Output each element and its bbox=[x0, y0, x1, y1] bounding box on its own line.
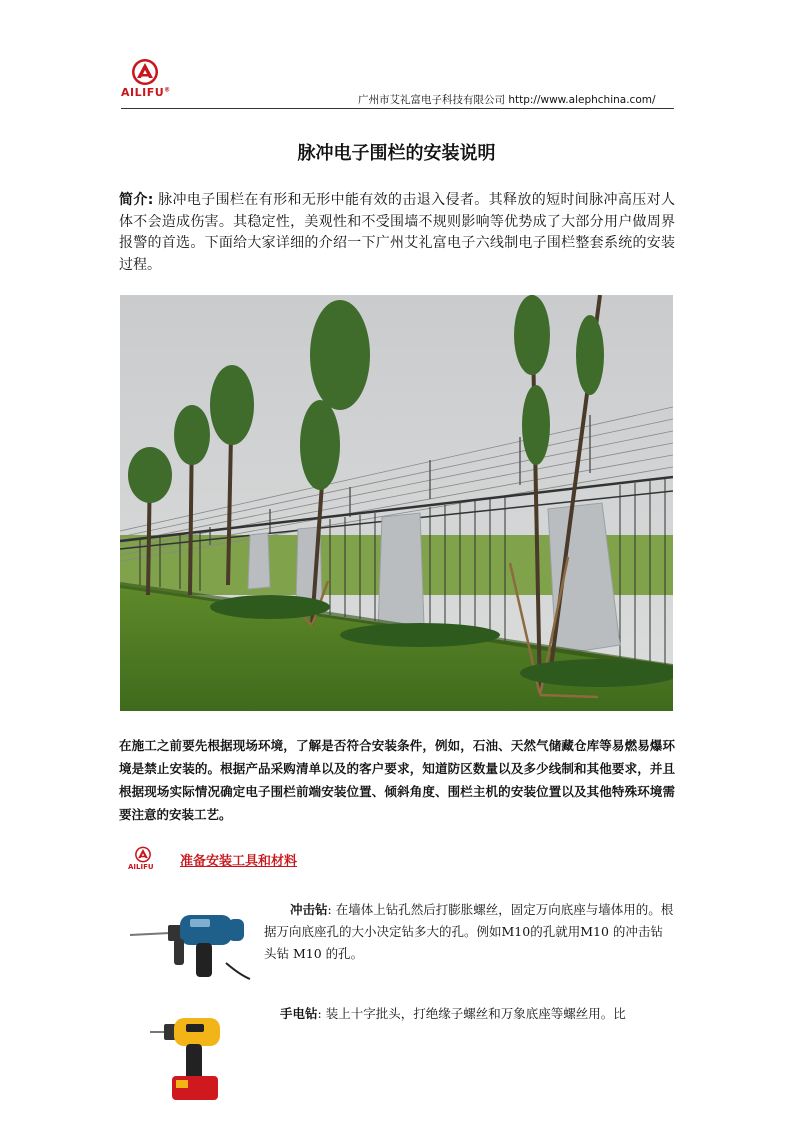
tool-desc: 装上十字批头，打绝缘子螺丝和万象底座等螺丝用。比 bbox=[325, 1006, 626, 1021]
section-logo bbox=[128, 846, 162, 872]
intro-paragraph: 简介: 脉冲电子围栏在有形和无形中能有效的击退入侵者。其释放的短时间脉冲高压对人体不会造成伤害。其稳定性，美观性和不受围墙不规则影响等优势成了大部分用户做周界报警的首选。下面给大家详细的介绍一下广州艾礼富电子六线制电子围栏整套系统的安装过程。 bbox=[119, 192, 676, 273]
header-divider bbox=[121, 108, 674, 109]
company-url[interactable]: http://www.alephchina.com/ bbox=[508, 94, 656, 106]
installation-notice: 在施工之前要先根据现场环境，了解是否符合安装条件，例如，石油、天然气储藏仓库等易燃易爆环境是禁止安装的。根据产品采购清单以及的客户要求，知道防区数量以及多少线制和其他要求，并且根据现场实际情况确定电子围栏前端安装位置、倾斜角度、围栏主机的安装位置以及其他特殊环境需要注意的安装工艺。 bbox=[119, 738, 675, 822]
header-company-info bbox=[358, 92, 656, 107]
brand-name: AILIFU® bbox=[121, 86, 171, 99]
intro-label: 简介 bbox=[119, 192, 148, 208]
brand-logo bbox=[121, 58, 183, 102]
tool-name: 手电钻 bbox=[280, 1006, 318, 1021]
tool-cordless-drill: 手电钻: 装上十字批头，打绝缘子螺丝和万象底座等螺丝用。比 bbox=[280, 1006, 626, 1021]
impact-drill-icon bbox=[128, 893, 252, 983]
aililfu-logo-icon bbox=[131, 58, 159, 86]
fence-photo bbox=[120, 295, 673, 711]
document-title: 脉冲电子围栏的安装说明 bbox=[297, 143, 496, 164]
tool-name: 冲击钻 bbox=[290, 902, 328, 917]
section-logo-text: AILIFU bbox=[128, 863, 154, 871]
tool-desc: 在墙体上钻孔然后打膨胀螺丝，固定万向底座与墙体用的。根据万向底座孔的大小决定钻多大的孔。例如M10的孔就用M10 的冲击钻头钻 M10 的孔。 bbox=[264, 902, 674, 961]
tool-impact-drill: 冲击钻: 在墙体上钻孔然后打膨胀螺丝，固定万向底座与墙体用的。根据万向底座孔的大小决定钻多大的孔。例如M10的孔就用M10 的冲击钻头钻 M10 的孔。 bbox=[264, 902, 674, 961]
cordless-drill-icon bbox=[150, 1012, 228, 1104]
company-name: 广州市艾礼富电子科技有限公司 bbox=[358, 94, 505, 106]
aililfu-logo-icon bbox=[134, 846, 152, 863]
intro-text: 脉冲电子围栏在有形和无形中能有效的击退入侵者。其释放的短时间脉冲高压对人体不会造成伤害。其稳定性，美观性和不受围墙不规则影响等优势成了大部分用户做周界报警的首选。下面给大家详细的介绍一下广州艾礼富电子六线制电子围栏整套系统的安装过程。 bbox=[119, 192, 676, 273]
section-title: 准备安装工具和材料 bbox=[180, 854, 298, 869]
